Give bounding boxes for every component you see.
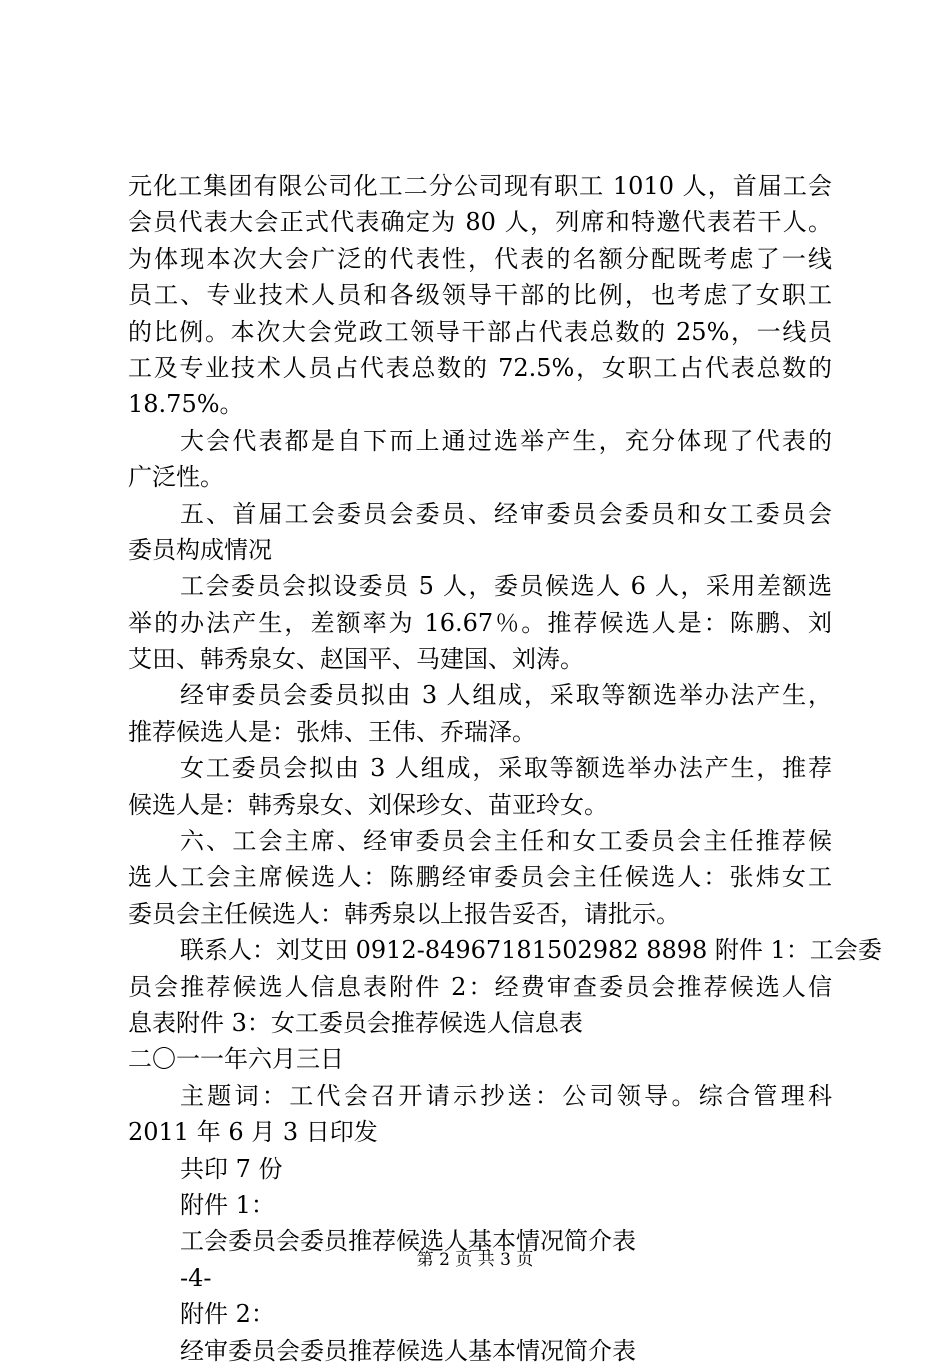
section-heading-six: 六、工会主席、经审委员会主任和女工委员会主任推荐候 — [180, 827, 832, 856]
body-line: 员会推荐候选人信息表附件 2：经费审查委员会推荐候选人信 — [128, 972, 832, 1001]
body-line: 工及专业技术人员占代表总数的 72.5%，女职工占代表总数的 — [128, 353, 832, 382]
attachment-2-title: 经审委员会委员推荐候选人基本情况简介表 — [180, 1336, 636, 1365]
body-line: 推荐候选人是：张炜、王伟、乔瑞泽。 — [128, 717, 536, 746]
attachment-2-label: 附件 2： — [180, 1300, 275, 1329]
body-line: 候选人是：韩秀泉女、刘保珍女、苗亚玲女。 — [128, 790, 608, 819]
page-footer: 第 2 页 共 3 页 — [416, 1250, 534, 1270]
body-line: 息表附件 3：女工委员会推荐候选人信息表 — [128, 1008, 583, 1037]
attachment-1-label: 附件 1： — [180, 1190, 275, 1219]
paragraph-line: 工会委员会拟设委员 5 人，委员候选人 6 人，采用差额选 — [180, 572, 832, 601]
body-line: 举的办法产生，差额率为 16.67％。推荐候选人是：陈鹏、刘 — [128, 608, 832, 637]
paragraph-line: 女工委员会拟由 3 人组成，采取等额选举办法产生，推荐 — [180, 754, 832, 783]
contact-line: 联系人：刘艾田 0912-84967181502982 8898 附件 1：工会委 — [180, 936, 882, 965]
body-line: 委员会主任候选人：韩秀泉以上报告妥否，请批示。 — [128, 899, 680, 928]
paragraph-line: 经审委员会委员拟由 3 人组成，采取等额选举办法产生， — [180, 681, 832, 710]
body-line: 选人工会主席候选人：陈鹏经审委员会主任候选人：张炜女工 — [128, 863, 832, 892]
body-line: 的比例。本次大会党政工领导干部占代表总数的 25%，一线员 — [128, 317, 832, 346]
body-line: 会员代表大会正式代表确定为 80 人，列席和特邀代表若干人。 — [128, 208, 832, 237]
copies-line: 共印 7 份 — [180, 1154, 283, 1183]
paragraph-line: 大会代表都是自下而上通过选举产生，充分体现了代表的 — [180, 426, 832, 455]
body-line: 广泛性。 — [128, 463, 224, 492]
body-line: 员工、专业技术人员和各级领导干部的比例，也考虑了女职工 — [128, 281, 832, 310]
body-line: 为体现本次大会广泛的代表性，代表的名额分配既考虑了一线 — [128, 244, 832, 273]
print-date-line: 2011 年 6 月 3 日印发 — [128, 1118, 378, 1147]
inner-page-number: -4- — [180, 1263, 212, 1292]
section-heading-five: 五、首届工会委员会委员、经审委员会委员和女工委员会 — [180, 499, 832, 528]
section-heading-five-cont: 委员构成情况 — [128, 535, 272, 564]
date-line: 二〇一一年六月三日 — [128, 1045, 344, 1074]
body-line: 艾田、韩秀泉女、赵国平、马建国、刘涛。 — [128, 645, 584, 674]
body-line: 元化工集团有限公司化工二分公司现有职工 1010 人，首届工会 — [128, 172, 832, 200]
body-line: 18.75%。 — [128, 390, 244, 419]
document-body — [128, 168, 882, 1369]
subject-line: 主题词：工代会召开请示抄送：公司领导。综合管理科 — [180, 1081, 832, 1110]
attachment-1-title: 工会委员会委员推荐候选人基本情况简介表 — [180, 1227, 636, 1256]
